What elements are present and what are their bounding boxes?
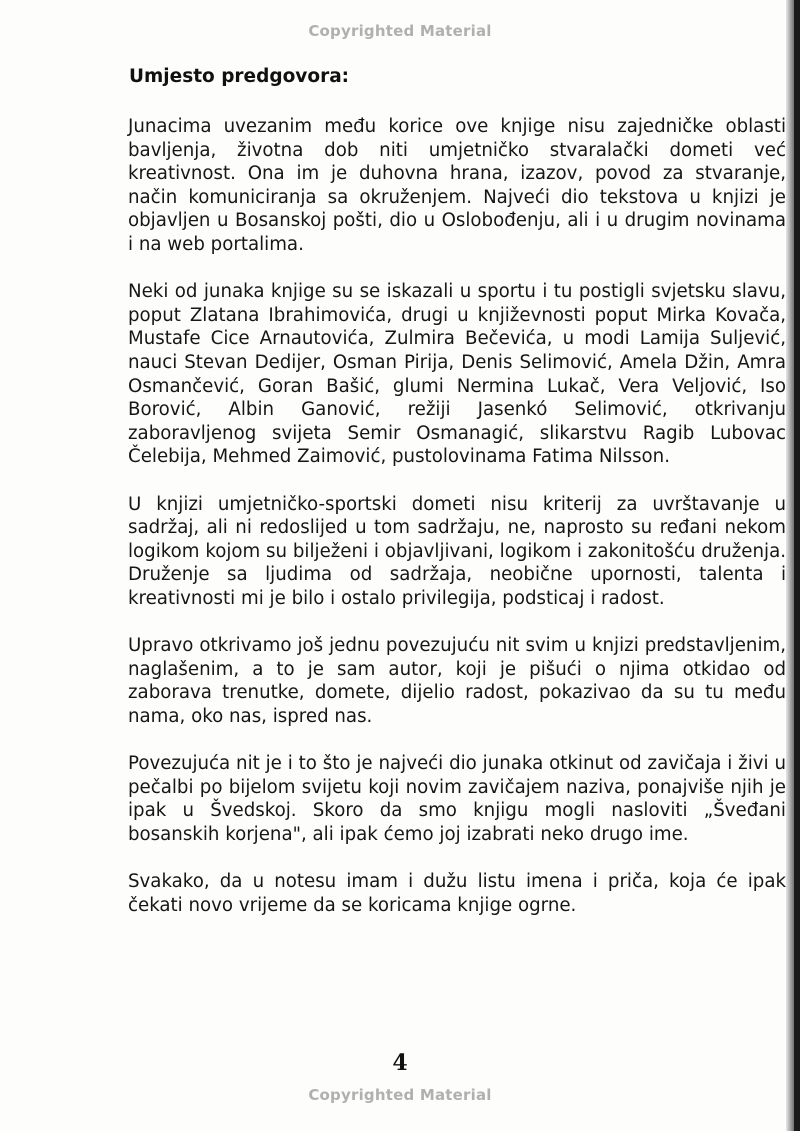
paragraph-5: Povezujuća nit je i to što je najveći dio junaka otkinut od zavičaja i živi u pečalbi po bijelom svijetu koji novim zavičajem naziva, ponajviše njih je ipak u Švedskoj. Skoro da smo knjigu mogli nasloviti „Šveđani bosanskih korjena", ali ipak ćemo joj izabrati neko drugo ime. bbox=[128, 753, 786, 845]
body-text bbox=[128, 115, 786, 941]
copyright-watermark-bottom: Copyrighted Material bbox=[308, 1086, 492, 1104]
paragraph-3: U knjizi umjetničko-sportski dometi nisu kriterij za uvrštavanje u sadržaj, ali ni redoslijed u tom sadržaju, ne, naprosto su ređani nekom logikom kojom su bilježeni i objavljivani, logikom i zakonitošću druženja. Druženje sa ljudima od sadržaja, neobične upornosti, talenta i kreativnosti mi je bilo i ostalo privilegija, podsticaj i radost. bbox=[128, 493, 786, 609]
copyright-watermark-top: Copyrighted Material bbox=[308, 22, 492, 40]
paragraph-2: Neki od junaka knjige su se iskazali u sportu i tu postigli svjetsku slavu, poput Zlatana Ibrahimovića, drugi u književnosti poput Mirka Kovača, Mustafe Cice Arnautovića, Zulmira Bečevića, u modi Lamija Suljević, nauci Stevan Dedijer, Osman Pirija, Denis Selimović, Amela Džin, Amra Osmančević, Goran Bašić, glumi Nermina Lukač, Vera Veljović, Iso Borović, Albin Ganović, režiji Jasenkó Selimović, otkrivanju zaboravljenog svijeta Semir Osmanagić, slikarstvu Ragib Lubovac Čelebija, Mehmed Zaimović, pustolovinama Fatima Nilsson. bbox=[128, 281, 786, 468]
section-heading: Umjesto predgovora: bbox=[129, 66, 350, 87]
page-edge-dark bbox=[794, 0, 800, 1131]
paragraph-4: Upravo otkrivamo još jednu povezujuću nit svim u knjizi predstavljenim, naglašenim, a to je sam autor, koji je pišući o njima otkidao od zaborava trenutke, domete, dijelio radost, pokazivao da su tu među nama, oko nas, ispred nas. bbox=[128, 635, 786, 727]
paragraph-1: Junacima uvezanim među korice ove knjige nisu zajedničke oblasti bavljenja, životna dob niti umjetničko stvaralački dometi već kreativnost. Ona im je duhovna hrana, izazov, povod za stvaranje, način komuniciranja sa okruženjem. Najveći dio tekstova u knjizi je objavljen u Bosanskoj pošti, dio u Oslobođenju, ali i u drugim novinama i na web portalima. bbox=[128, 116, 786, 255]
paragraph-6: Svakako, da u notesu imam i dužu listu imena i priča, koja će ipak čekati novo vrijeme da se koricama knjige ogrne. bbox=[128, 871, 786, 916]
page-number: 4 bbox=[392, 1050, 408, 1076]
